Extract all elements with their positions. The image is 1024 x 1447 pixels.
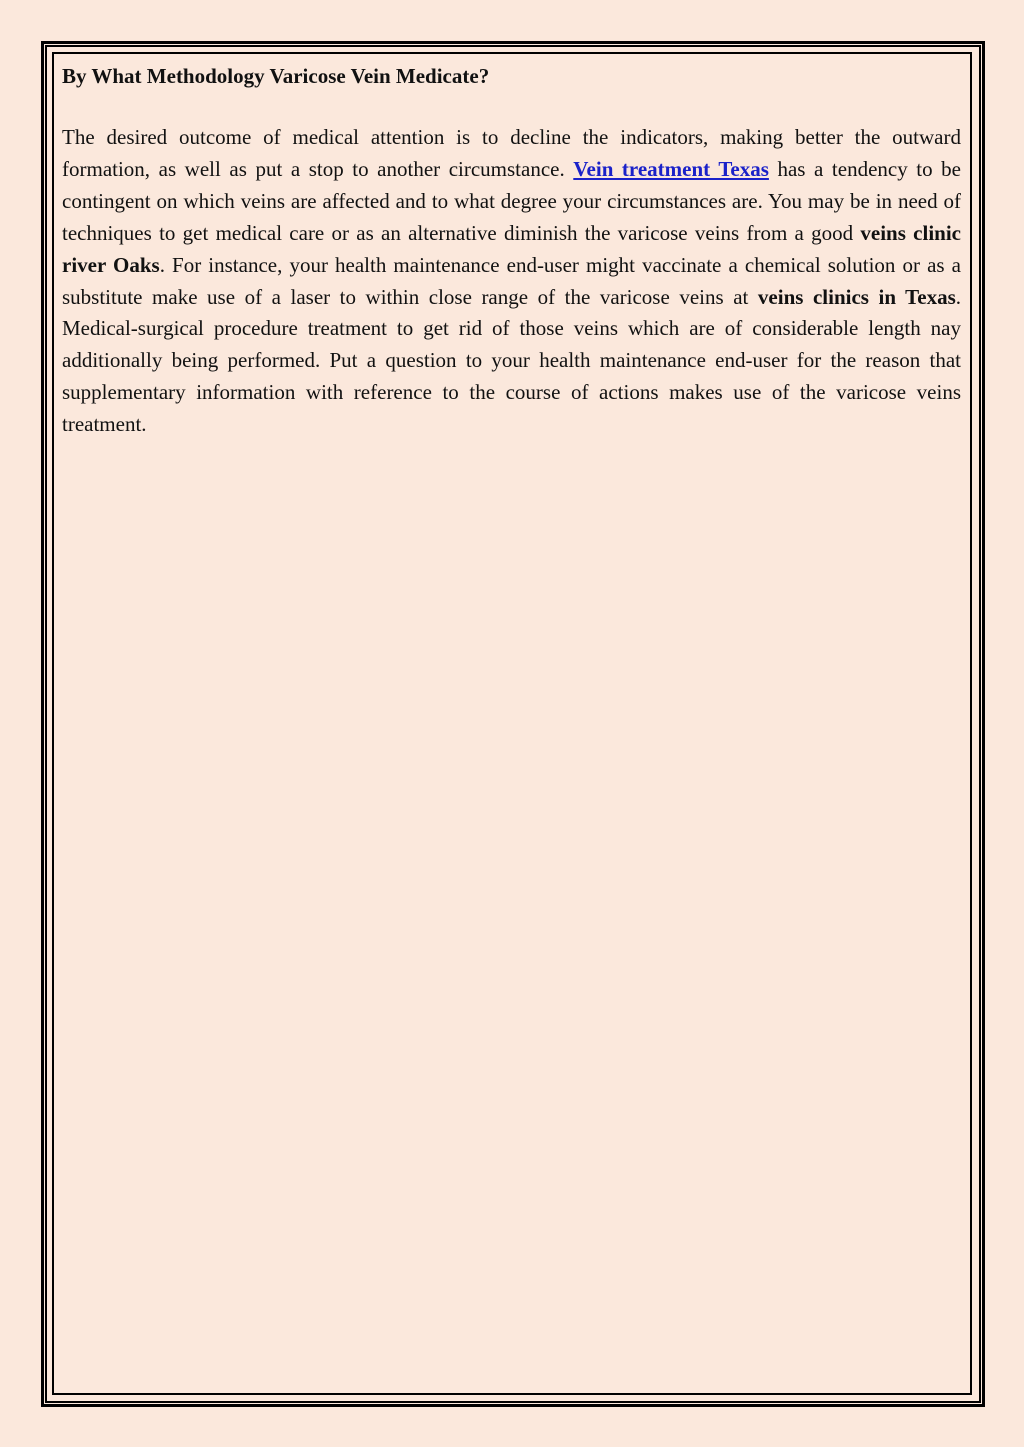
document-paragraph — [62, 122, 961, 441]
document-title: By What Methodology Varicose Vein Medicate? — [62, 64, 490, 88]
bold-phrase-clinics-in-texas: veins clinics in Texas — [757, 284, 956, 309]
paragraph-text-2: has a tendency to be contingent on which veins are affected and to what degree your circumstances are. You may be in need of techniques to get medical care or as an alternative diminish the varicose veins from a good — [62, 156, 961, 245]
paragraph-text-3: . For instance, your health maintenance end-user might vaccinate a chemical solution or as a substitute make use of a laser to within close range of the varicose veins at — [62, 252, 961, 309]
paragraph-text-1: The desired outcome of medical attention is to decline the indicators, making better the outward formation, as well as put a stop to another circumstance. — [62, 125, 961, 181]
paragraph-text-4: . Medical-surgical procedure treatment to get rid of those veins which are of considerable length nay additionally being performed. Put a question to your health maintenance end-user for the reason that supplementary information with reference to the course of actions makes use of the varicose veins treatment. — [62, 284, 962, 437]
bold-phrase-clinic-river-oaks: veins clinic river Oaks — [62, 220, 961, 277]
document-content — [62, 60, 961, 441]
vein-treatment-texas-link[interactable]: Vein treatment Texas — [573, 156, 769, 181]
